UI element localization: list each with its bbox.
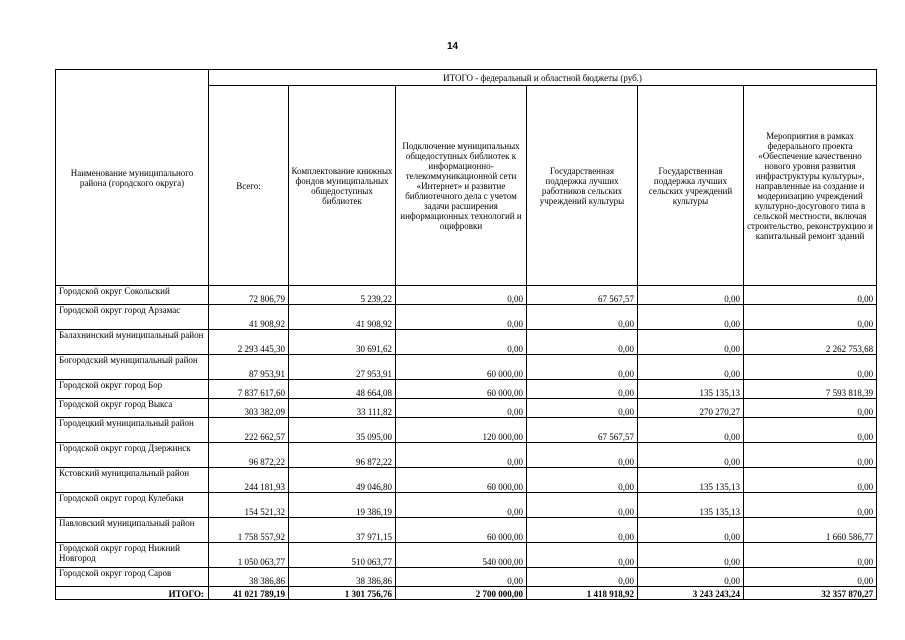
region-name: Городецкий муниципальный район: [56, 418, 209, 443]
value-cell: 60 000,00: [396, 468, 527, 493]
value-cell: 0,00: [527, 355, 638, 380]
value-cell: 49 046,80: [289, 468, 396, 493]
table-row: [56, 468, 877, 493]
value-cell: 67 567,57: [527, 418, 638, 443]
region-name: Балахнинский муниципальный район: [56, 330, 209, 355]
value-cell: 0,00: [638, 355, 744, 380]
value-cell: 0,00: [527, 518, 638, 543]
value-cell: 135 135,13: [638, 380, 744, 399]
value-cell: 48 664,08: [289, 380, 396, 399]
table-row: [56, 380, 877, 399]
region-name: Кстовский муниципальный район: [56, 468, 209, 493]
table-row: [56, 418, 877, 443]
column-header-institutions-support: Государственная поддержка лучших сельских учреждений культуры: [638, 86, 744, 286]
column-header-internet: Подключение муниципальных общедоступных библиотек к информационно-телекоммуникационной сети «Интернет» и развитие библиотечного дела с учетом задачи расширения информационных технологий и оцифровки: [396, 86, 527, 286]
value-cell: 87 953,91: [209, 355, 289, 380]
value-cell: 38 386,86: [209, 568, 289, 587]
value-cell: 5 239,22: [289, 286, 396, 305]
value-cell: 60 000,00: [396, 380, 527, 399]
value-cell: 0,00: [638, 418, 744, 443]
value-cell: 0,00: [744, 543, 877, 568]
table-row: [56, 493, 877, 518]
column-header-book-funds: Комплектование книжных фондов муниципальных общедоступных библиотек: [289, 86, 396, 286]
value-cell: 1 050 063,77: [209, 543, 289, 568]
region-name: Павловский муниципальный район: [56, 518, 209, 543]
value-cell: 1 758 557,92: [209, 518, 289, 543]
table-row: [56, 518, 877, 543]
value-cell: 72 806,79: [209, 286, 289, 305]
value-cell: 0,00: [744, 493, 877, 518]
value-cell: 35 095,00: [289, 418, 396, 443]
total-cell: 1 418 918,92: [527, 587, 638, 600]
value-cell: 19 386,19: [289, 493, 396, 518]
value-cell: 540 000,00: [396, 543, 527, 568]
value-cell: 0,00: [527, 568, 638, 587]
value-cell: 33 111,82: [289, 399, 396, 418]
region-name: Городской округ город Кулебаки: [56, 493, 209, 518]
value-cell: 0,00: [638, 568, 744, 587]
region-name: Городской округ город Выкса: [56, 399, 209, 418]
value-cell: 135 135,13: [638, 468, 744, 493]
value-cell: 27 953,91: [289, 355, 396, 380]
budget-group-header: ИТОГО - федеральный и областной бюджеты (руб.): [209, 70, 877, 86]
value-cell: 0,00: [527, 493, 638, 518]
value-cell: 38 386,86: [289, 568, 396, 587]
region-name: Городской округ город Дзержинск: [56, 443, 209, 468]
value-cell: 96 872,22: [209, 443, 289, 468]
value-cell: 303 382,09: [209, 399, 289, 418]
value-cell: 0,00: [744, 399, 877, 418]
total-cell: 41 021 789,19: [209, 587, 289, 600]
value-cell: 0,00: [396, 305, 527, 330]
value-cell: 0,00: [396, 399, 527, 418]
value-cell: 0,00: [527, 443, 638, 468]
region-column-header: Наименование муниципального района (городского округа): [56, 70, 209, 286]
value-cell: 0,00: [527, 330, 638, 355]
value-cell: 2 293 445,30: [209, 330, 289, 355]
value-cell: 0,00: [527, 305, 638, 330]
value-cell: 222 662,57: [209, 418, 289, 443]
value-cell: 96 872,22: [289, 443, 396, 468]
table-row: [56, 399, 877, 418]
region-name: Городской округ город Нижний Новгород: [56, 543, 209, 568]
value-cell: 41 908,92: [209, 305, 289, 330]
value-cell: 270 270,27: [638, 399, 744, 418]
value-cell: 0,00: [396, 286, 527, 305]
value-cell: 0,00: [527, 399, 638, 418]
region-name: Городской округ город Саров: [56, 568, 209, 587]
table-row: [56, 568, 877, 587]
value-cell: 120 000,00: [396, 418, 527, 443]
total-cell: 3 243 243,24: [638, 587, 744, 600]
total-cell: 1 301 756,76: [289, 587, 396, 600]
table-row: [56, 443, 877, 468]
value-cell: 0,00: [396, 568, 527, 587]
budget-table: [55, 69, 877, 600]
value-cell: 1 660 586,77: [744, 518, 877, 543]
value-cell: 60 000,00: [396, 355, 527, 380]
value-cell: 0,00: [527, 380, 638, 399]
value-cell: 2 262 753,68: [744, 330, 877, 355]
page-number: 14: [446, 41, 459, 52]
value-cell: 0,00: [744, 286, 877, 305]
value-cell: 41 908,92: [289, 305, 396, 330]
value-cell: 0,00: [744, 305, 877, 330]
region-name: Городской округ город Бор: [56, 380, 209, 399]
column-header-total: Всего:: [209, 86, 289, 286]
value-cell: 0,00: [638, 543, 744, 568]
value-cell: 60 000,00: [396, 518, 527, 543]
value-cell: 0,00: [638, 518, 744, 543]
value-cell: 7 593 818,39: [744, 380, 877, 399]
total-cell: 32 357 870,27: [744, 587, 877, 600]
value-cell: 510 063,77: [289, 543, 396, 568]
value-cell: 0,00: [744, 418, 877, 443]
value-cell: 0,00: [527, 543, 638, 568]
region-name: Городской округ Сокольский: [56, 286, 209, 305]
column-header-federal-project: Мероприятия в рамках федерального проекта «Обеспечение качественно нового уровня развития инфраструктуры культуры», направленные на создание и модернизацию учреждений культурно-досугового типа в сельской местности, включая строительство, реконструкцию и капитальный ремонт зданий: [744, 86, 877, 286]
value-cell: 7 837 617,60: [209, 380, 289, 399]
column-header-workers-support: Государственная поддержка лучших работников сельских учреждений культуры: [527, 86, 638, 286]
region-name: Городской округ город Арзамас: [56, 305, 209, 330]
total-cell: 2 700 000,00: [396, 587, 527, 600]
value-cell: 154 521,32: [209, 493, 289, 518]
table-row: [56, 330, 877, 355]
value-cell: 0,00: [638, 286, 744, 305]
total-label: ИТОГО:: [56, 587, 209, 600]
value-cell: 0,00: [527, 468, 638, 493]
table-row: [56, 305, 877, 330]
value-cell: 0,00: [396, 493, 527, 518]
value-cell: 135 135,13: [638, 493, 744, 518]
value-cell: 0,00: [744, 443, 877, 468]
value-cell: 0,00: [744, 468, 877, 493]
value-cell: 0,00: [744, 355, 877, 380]
table-row: [56, 355, 877, 380]
value-cell: 0,00: [744, 568, 877, 587]
value-cell: 30 691,62: [289, 330, 396, 355]
value-cell: 0,00: [396, 443, 527, 468]
table-row: [56, 543, 877, 568]
value-cell: 0,00: [638, 443, 744, 468]
value-cell: 37 971,15: [289, 518, 396, 543]
table-row: [56, 286, 877, 305]
value-cell: 67 567,57: [527, 286, 638, 305]
total-row: [56, 587, 877, 600]
value-cell: 0,00: [638, 330, 744, 355]
value-cell: 0,00: [638, 305, 744, 330]
region-name: Богородский муниципальный район: [56, 355, 209, 380]
value-cell: 244 181,93: [209, 468, 289, 493]
value-cell: 0,00: [396, 330, 527, 355]
